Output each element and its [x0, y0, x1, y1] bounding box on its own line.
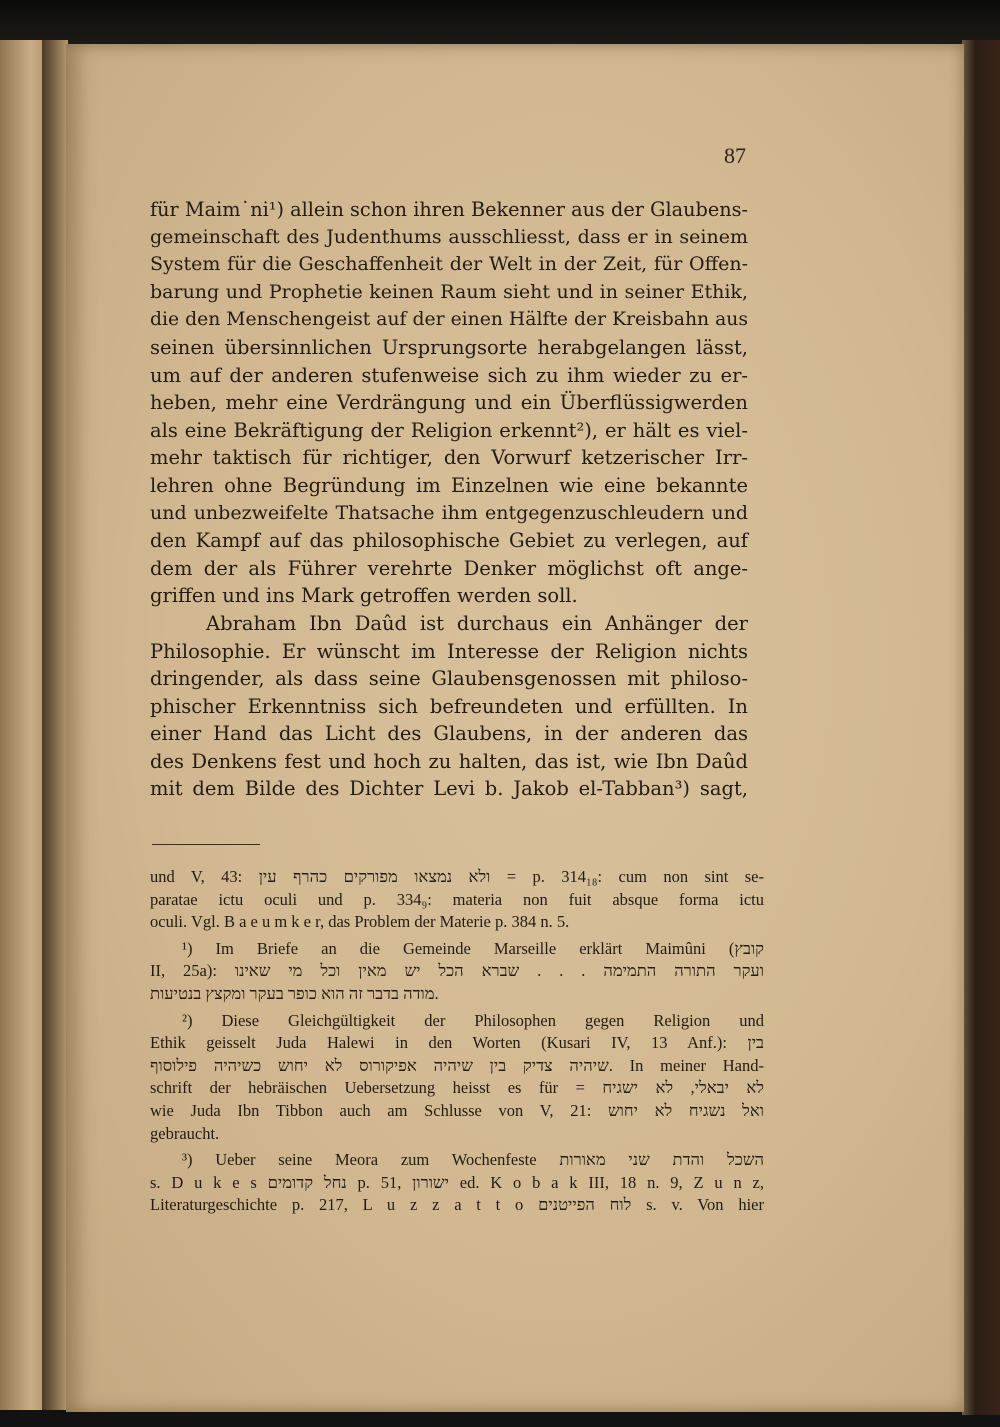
text-line: griffen und ins Mark getroffen werden soll.	[150, 584, 578, 608]
text-line: mit dem Bilde des Dichter Levi b. Jakob el-Tabban³) sagt,	[150, 777, 748, 801]
text-line: seinen übersinnlichen Ursprungsorte herabgelangen lässt,	[150, 335, 748, 359]
page-number: 87	[724, 143, 746, 168]
text-line: dringender, als dass seine Glaubensgenossen mit philoso-	[150, 667, 748, 691]
footnote-line: oculi. Vgl. B a e u m k e r, das Problem der Materie p. 384 n. 5.	[150, 912, 570, 932]
footnote-line: שיהיה צדיק בין שיהיה אפיקורוס לא יחוש כשיהיה פילוסוף. In meiner Hand-	[150, 1055, 764, 1075]
text-line: für Maim˙ni¹) allein schon ihren Bekenner aus der Glaubens-	[150, 198, 748, 221]
text-line: dem der als Führer verehrte Denker möglichst oft ange-	[150, 556, 748, 580]
text-line: barung und Prophetie keinen Raum sieht und in seiner Ethik,	[150, 280, 748, 303]
footnote-line: II, 25a): ועקר התורה התמימה . . . שברא הכל יש מאין וכל מי שאינו	[150, 961, 764, 981]
facing-page-edge	[0, 40, 44, 1410]
text-line: einer Hand das Licht des Glaubens, in der anderen das	[150, 722, 748, 746]
text-line: lehren ohne Begründung im Einzelnen wie eine bekannte	[150, 473, 748, 497]
text-line: den Kampf auf das philosophische Gebiet zu verlegen, auf	[150, 529, 748, 553]
text-line: phischer Erkenntniss sich befreundeten und erfüllten. In	[150, 694, 748, 718]
footnote-line: und V, 43: ולא נמצאו מפורקים כהרף עין = p. 314₁₈: cum non sint se-	[150, 867, 764, 886]
book-cover-edge	[962, 40, 1000, 1415]
footnote-line: ²) Diese Gleichgültigkeit der Philosophen gegen Religion und	[182, 1010, 764, 1030]
scan-top-edge	[0, 0, 1000, 44]
text-line: Philosophie. Er wünscht im Interesse der Religion nichts	[150, 639, 748, 663]
footnote-line: gebraucht.	[150, 1123, 220, 1143]
footnote-line: schrift der hebräischen Uebersetzung heisst es für = לא יבאלי, לא ישגיח	[150, 1078, 764, 1098]
text-line: Abraham Ibn Daûd ist durchaus ein Anhänger der	[206, 611, 748, 635]
text-line: System für die Geschaffenheit der Welt in der Zeit, für Offen-	[150, 253, 748, 276]
footnote-line: מודה בדבר זה הוא כופר בעקר ומקצץ בנטיעות.	[150, 983, 439, 1003]
footnote-line: ¹) Im Briefe an die Gemeinde Marseille erklärt Maimûni (קובץ	[182, 938, 764, 958]
footnote-line: paratae ictu oculi und p. 334₉: materia non fuit absque forma ictu	[150, 889, 764, 909]
text-line: die den Menschengeist auf der einen Hälfte der Kreisbahn aus	[150, 309, 748, 331]
footnote-line: s. D u k e s נחל קדומים p. 51, ישורון ed. K o b a k III, 18 n. 9, Z u n z,	[150, 1172, 764, 1192]
text-line: mehr taktisch für richtiger, den Vorwurf ketzerischer Irr-	[150, 446, 748, 470]
text-line: heben, mehr eine Verdrängung und ein Überflüssigwerden	[150, 391, 748, 415]
text-line: gemeinschaft des Judenthums ausschliesst, dass er in seinem	[150, 225, 748, 248]
text-line: des Denkens fest und hoch zu halten, das ist, wie Ibn Daûd	[150, 749, 748, 773]
footnote-line: Ethik geisselt Juda Halewi in den Worten (Kusari IV, 13 Anf.): בין	[150, 1033, 764, 1053]
text-line: und unbezweifelte Thatsache ihm entgegenzuschleudern und	[150, 501, 748, 524]
footnote-line: Literaturgeschichte p. 217, L u z z a t t o לוח הפייטנים s. v. Von hier	[150, 1195, 764, 1215]
footnotes	[150, 866, 764, 1217]
text-line: als eine Bekräftigung der Religion erkennt²), er hält es viel-	[150, 418, 748, 442]
book-gutter	[42, 40, 68, 1410]
footnote-separator	[152, 844, 260, 845]
text-line: um auf der anderen stufenweise sich zu ihm wieder zu er-	[150, 363, 748, 387]
footnote-line: ³) Ueber seine Meora zum Wochenfeste השכל והדת שני מאורות	[182, 1150, 764, 1170]
footnote-line: wie Juda Ibn Tibbon auch am Schlusse von V, 21: ואל נשגיח לא יחוש	[150, 1100, 764, 1120]
main-text	[150, 196, 748, 803]
